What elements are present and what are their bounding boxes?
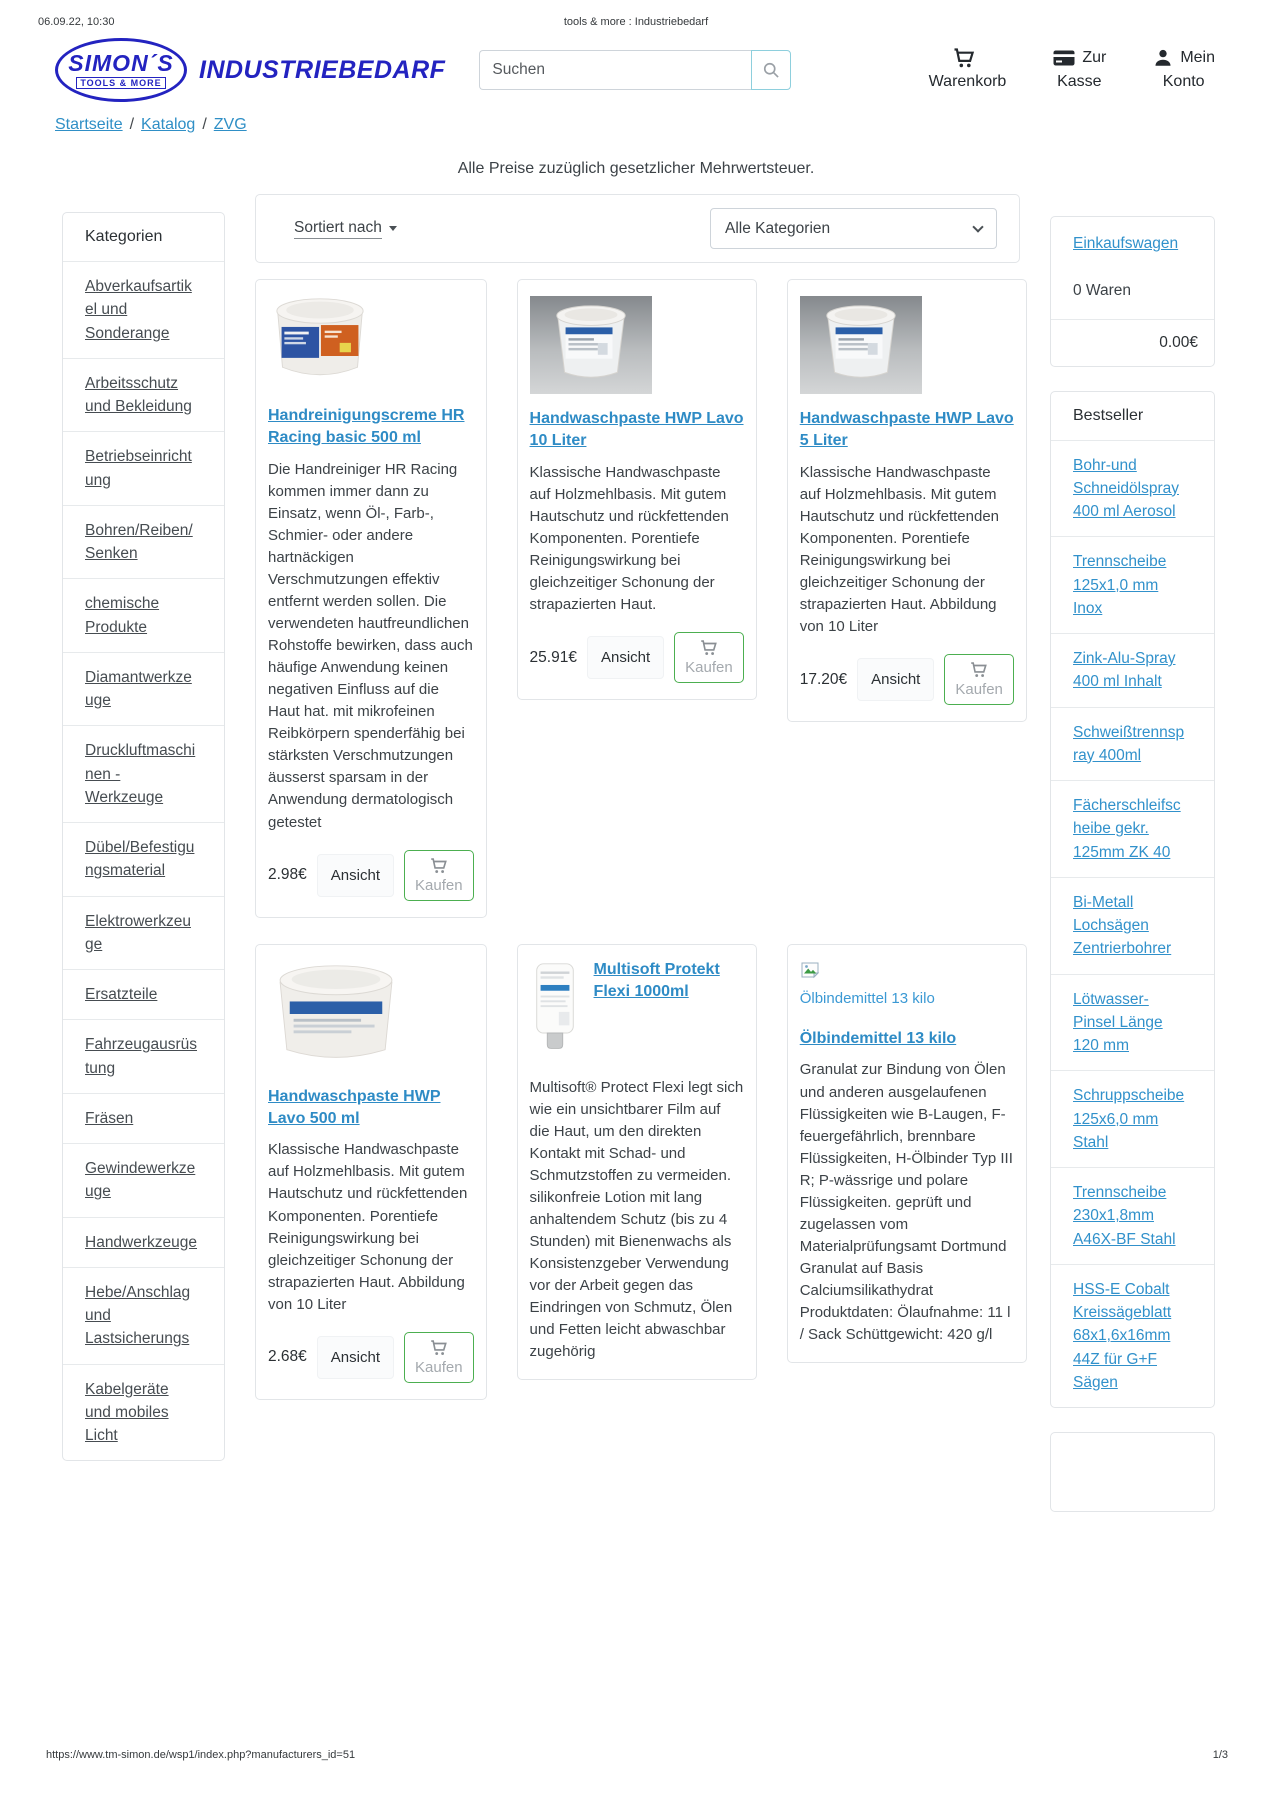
breadcrumb-katalog[interactable]: Katalog: [141, 116, 196, 133]
ansicht-button[interactable]: Ansicht: [317, 854, 394, 897]
product-description: Multisoft® Protect Flexi legt sich wie ein unsichtbarer Film auf die Haut, um den direkten Kontakt mit Schad- und Schmutzstoffen zu vermeiden. silikonfreie Lotion mit lang anhaltendem Schutz (bis zu 4 Stunden) mit Bienenwachs als Konsistenzgeber Verwendung vor der Arbeit gegen das Eindringen von Schmutz, Ölen und Fetten leicht abwaschbar zugehörig: [529, 1078, 744, 1361]
category-item: [63, 431, 224, 505]
warenkorb-label: Warenkorb: [928, 73, 1007, 91]
ansicht-button[interactable]: Ansicht: [587, 636, 664, 679]
category-link[interactable]: Ersatzteile: [85, 986, 158, 1003]
ansicht-button[interactable]: Ansicht: [857, 658, 934, 701]
bestseller-link[interactable]: Zink-Alu-Spray 400 ml Inhalt: [1073, 650, 1176, 691]
sidebar-card-stub: [1050, 1432, 1215, 1512]
bestseller-link[interactable]: Schruppscheibe 125x6,0 mm Stahl: [1073, 1087, 1185, 1151]
categories-list: [63, 261, 224, 1460]
kaufen-button[interactable]: Kaufen: [944, 654, 1014, 705]
product-card: [517, 279, 757, 700]
category-item: [63, 652, 224, 726]
kasse-label: Kasse: [1057, 72, 1102, 90]
logo-oval-badge: [55, 38, 187, 102]
ansicht-button[interactable]: Ansicht: [317, 1336, 394, 1379]
category-link[interactable]: Gewindewerkzeuge: [85, 1160, 196, 1201]
product-description: Klassische Handwaschpaste auf Holzmehlbasis. Mit gutem Hautschutz und rückfettenden Komponenten. Porentiefe Reinigungswirkung bei gleichzeitiger Schonung der strapazierten Haut. Abbildung von 10 Liter: [799, 463, 1000, 636]
product-card: [787, 944, 1027, 1364]
bestseller-item: [1051, 1264, 1214, 1407]
cart-icon: [429, 857, 449, 875]
category-item: [63, 1093, 224, 1143]
category-item: [63, 578, 224, 652]
category-link[interactable]: Handwerkzeuge: [85, 1233, 198, 1251]
header-actions: [929, 46, 1215, 93]
zur-kasse-link[interactable]: Zur Kasse: [1052, 46, 1106, 93]
bucket-graphic: [817, 303, 905, 387]
cart-total: 0.00€: [1051, 319, 1214, 366]
breadcrumb: Startseite / Katalog / ZVG: [55, 116, 247, 133]
product-image[interactable]: [268, 296, 474, 391]
category-link[interactable]: Druckluftmaschinen - Werkzeuge: [85, 742, 196, 806]
bestseller-link[interactable]: Fächerschleifscheibe gekr. 125mm ZK 40: [1073, 797, 1181, 861]
bestseller-link[interactable]: Trennscheibe 125x1,0 mm Inox: [1073, 553, 1167, 617]
product-listing: [255, 194, 1020, 1400]
bestseller-item: [1051, 780, 1214, 877]
bucket-graphic: [547, 303, 635, 387]
site-header: [0, 28, 1272, 106]
category-item: [63, 969, 224, 1019]
bestseller-link[interactable]: HSS-E Cobalt Kreissägeblatt 68x1,6x16mm 44Z für G+F Sägen: [1073, 1280, 1172, 1391]
category-link[interactable]: Bohren/Reiben/Senken: [85, 521, 193, 562]
einkaufswagen-link[interactable]: Einkaufswagen: [1073, 235, 1179, 252]
logo-tagline-text: TOOLS & MORE: [76, 77, 165, 89]
cart-item-count: 0 Waren: [1073, 282, 1132, 300]
breadcrumb-startseite[interactable]: Startseite: [55, 116, 123, 133]
category-link[interactable]: Fahrzeugausrüstung: [85, 1036, 198, 1077]
category-link[interactable]: Arbeitsschutz und Bekleidung: [85, 374, 192, 415]
price-row: [268, 850, 474, 901]
product-card: [787, 279, 1027, 722]
bestseller-item: [1051, 440, 1214, 537]
tax-notice: Alle Preise zuzüglich gesetzlicher Mehrwertsteuer.: [457, 160, 815, 177]
print-header: [0, 0, 1272, 28]
category-item: [63, 725, 224, 822]
breadcrumb-zvg[interactable]: ZVG: [213, 116, 247, 133]
caret-down-icon: [389, 226, 397, 235]
product-grid: [255, 279, 1020, 1400]
category-link[interactable]: Hebe/Anschlag und Lastsicherungs: [85, 1283, 191, 1348]
category-item: [63, 1364, 224, 1461]
categories-sidebar: [62, 212, 225, 1485]
footer-page-number: 1/3: [1212, 1749, 1228, 1761]
cart-icon: [699, 639, 719, 657]
chevron-down-icon: [972, 221, 983, 232]
price-row: [530, 632, 744, 683]
categories-card: [62, 212, 225, 1461]
cart-icon: [969, 661, 989, 679]
bestseller-item: [1051, 1167, 1214, 1264]
bottle-product-image: [530, 961, 580, 1057]
cart-icon: [952, 46, 976, 70]
category-link[interactable]: Abverkaufsartikel und Sonderange: [85, 278, 192, 342]
person-icon: [1152, 47, 1174, 69]
tub-product-image: [268, 296, 372, 386]
print-datetime: 06.09.22, 10:30: [38, 16, 115, 28]
product-description: Klassische Handwaschpaste auf Holzmehlbasis. Mit gutem Hautschutz und rückfettenden Komponenten. Porentiefe Reinigungswirkung bei gleichzeitiger Schonung der strapazierten Haut.: [529, 463, 729, 614]
category-item: [63, 1143, 224, 1217]
page-content: [0, 194, 1272, 1739]
price-row: [800, 654, 1014, 705]
listing-toolbar: [255, 194, 1020, 263]
category-item: [63, 505, 224, 579]
category-link[interactable]: Fräsen: [85, 1109, 134, 1127]
category-item: [63, 358, 224, 432]
product-title-link[interactable]: Multisoft Protekt Flexi 1000ml: [593, 960, 720, 1000]
sort-dropdown-toggle[interactable]: Sortiert nach: [294, 219, 397, 239]
credit-card-icon: [1052, 48, 1076, 68]
product-image[interactable]: [530, 961, 580, 1062]
bestseller-link[interactable]: Bohr-und Schneidölspray 400 ml Aerosol: [1073, 456, 1179, 520]
bestseller-item: [1051, 633, 1214, 707]
bucket-product-image: [800, 296, 922, 394]
bestseller-link[interactable]: Lötwasser-Pinsel Länge 120 mm: [1073, 990, 1163, 1054]
cart-summary-card: [1050, 216, 1215, 367]
site-logo[interactable]: [55, 38, 445, 102]
product-price: 17.20€: [799, 670, 848, 688]
product-title-link[interactable]: Handreinigungscreme HR Racing basic 500 ml: [268, 407, 465, 447]
product-image[interactable]: [800, 296, 1014, 394]
cart-icon: [429, 1339, 449, 1357]
search-bar: [479, 50, 791, 90]
search-input[interactable]: [479, 50, 751, 90]
broken-image-alt-text: Ölbindemittel 13 kilo: [799, 989, 935, 1007]
kaufen-button[interactable]: Kaufen: [404, 850, 474, 901]
bestseller-title: Bestseller: [1073, 406, 1144, 424]
categories-title: Kategorien: [85, 228, 163, 245]
bestseller-item: [1051, 536, 1214, 633]
category-link[interactable]: chemische Produkte: [85, 595, 160, 636]
konto-label: Konto: [1162, 72, 1205, 90]
category-item: [63, 1267, 224, 1364]
product-price: 2.98€: [268, 866, 307, 884]
cart-bestseller-sidebar: [1050, 216, 1215, 1536]
product-image[interactable]: [268, 961, 474, 1072]
print-footer: [0, 1739, 1272, 1761]
category-link[interactable]: Dübel/Befestigungsmaterial: [85, 839, 195, 880]
bestseller-item: [1051, 1070, 1214, 1167]
category-item: [63, 261, 224, 358]
footer-url: https://www.tm-simon.de/wsp1/index.php?manufacturers_id=51: [46, 1749, 356, 1761]
tub-product-image: [268, 961, 404, 1067]
product-price: 25.91€: [529, 648, 577, 666]
bestseller-item: [1051, 707, 1214, 781]
price-row: [268, 1332, 474, 1383]
kaufen-button[interactable]: Kaufen: [404, 1332, 474, 1383]
mein-konto-link[interactable]: Mein Konto: [1152, 46, 1215, 93]
product-title-link[interactable]: Ölbindemittel 13 kilo: [799, 1030, 957, 1048]
product-title-link[interactable]: Handwaschpaste HWP Lavo 500 ml: [268, 1087, 441, 1127]
kaufen-button[interactable]: Kaufen: [674, 632, 744, 683]
logo-wordmark-text: INDUSTRIEBEDARF: [199, 55, 446, 84]
product-title-link[interactable]: Handwaschpaste HWP Lavo 5 Liter: [799, 410, 1014, 450]
warenkorb-link[interactable]: [929, 46, 1007, 93]
bestseller-link[interactable]: Schweißtrennspray 400ml: [1073, 723, 1185, 764]
category-item: [63, 822, 224, 896]
product-description: Die Handreiniger HR Racing kommen immer dann zu Einsatz, wenn Öl-, Farb-, Schmier- oder andere hartnäckigen Verschmutzungen effektiv entfernt werden sollen. Die verwendeten hautfreundlichen Rohstoffe bewirken, dass auch häufige Anwendung keinen negativen Einfluss auf die Haut hat. mit mikrofeinen Reibkörpern spenderfähig bei stärksten Verschmutzungen äusserst sparsam in der Anwendung dermatologisch getestet: [268, 460, 473, 831]
category-link[interactable]: Diamantwerkzeuge: [85, 668, 192, 709]
bestseller-card: [1050, 391, 1215, 1409]
product-card: [255, 279, 487, 918]
bestseller-item: [1051, 974, 1214, 1071]
category-link[interactable]: Betriebseinrichtung: [85, 448, 192, 489]
category-link[interactable]: Elektrowerkzeuge: [85, 912, 191, 953]
category-item: [63, 1019, 224, 1093]
product-title-link[interactable]: Handwaschpaste HWP Lavo 10 Liter: [529, 410, 744, 450]
category-link[interactable]: Kabelgeräte und mobiles Licht: [85, 1380, 169, 1444]
broken-image-icon: [800, 961, 824, 981]
bestseller-link[interactable]: Bi-Metall Lochsägen Zentrierbohrer: [1073, 893, 1172, 958]
product-card: [255, 944, 487, 1400]
product-description: Granulat zur Bindung von Ölen und anderen ausgelaufenen Flüssigkeiten wie B-Laugen, F-feuergefährlich, brennbare Flüssigkeiten, H-Ölbinder Typ III R; P-wässrige und polare Flüssigkeiten. geprüft und zugelassen vom Materialprüfungsamt Dortmund Granulat auf Basis Calciumsilikathydrat Produktdaten: Ölaufnahme: 11 l / Sack Schüttgewicht: 420 g/l: [799, 1061, 1013, 1344]
category-item: [63, 896, 224, 970]
product-image[interactable]: [530, 296, 744, 394]
search-button[interactable]: [751, 50, 791, 90]
category-item: [63, 1217, 224, 1267]
bestseller-list: [1051, 440, 1214, 1408]
bestseller-item: [1051, 877, 1214, 974]
print-doc-title: tools & more : Industriebedarf: [563, 16, 709, 28]
product-card: [517, 944, 757, 1381]
product-image-broken[interactable]: [800, 961, 1014, 1011]
bucket-product-image: [530, 296, 652, 394]
logo-brand-text: SIMON´S: [68, 49, 174, 76]
magnifier-icon: [761, 60, 781, 80]
product-description: Klassische Handwaschpaste auf Holzmehlbasis. Mit gutem Hautschutz und rückfettenden Komponenten. Porentiefe Reinigungswirkung bei gleichzeitiger Schonung der strapazierten Haut. Abbildung von 10 Liter: [268, 1141, 468, 1313]
category-filter-select[interactable]: Alle Kategorien: [710, 208, 997, 249]
bestseller-link[interactable]: Trennscheibe 230x1,8mm A46X-BF Stahl: [1073, 1184, 1176, 1248]
product-price: 2.68€: [268, 1348, 307, 1366]
